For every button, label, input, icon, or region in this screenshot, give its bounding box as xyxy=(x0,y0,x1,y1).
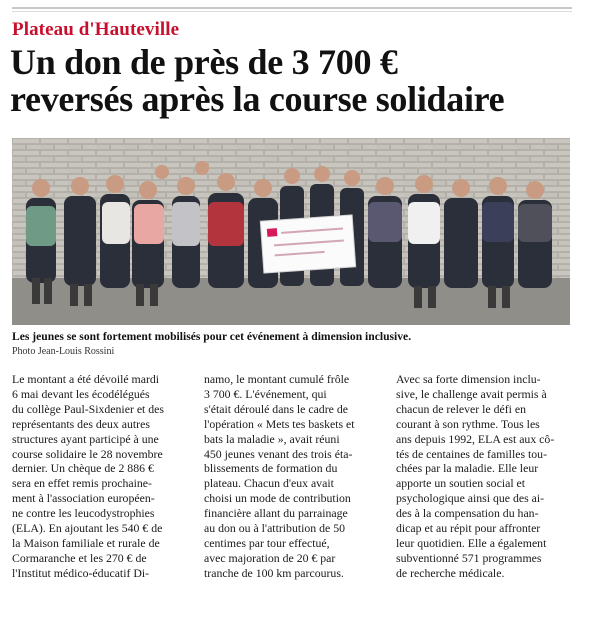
text-line: l'Institut médico-éducatif Di- xyxy=(12,565,150,580)
text-line: centimes par tour effectué, xyxy=(204,535,330,550)
text-line: structures ayant participé à une xyxy=(12,431,159,446)
text-line: dernier. Un chèque de 2 886 € xyxy=(12,461,154,476)
top-rule xyxy=(12,7,572,9)
text-line: financière allant du parrainage xyxy=(204,506,348,521)
article-headline xyxy=(10,44,600,118)
text-line: psychologique ainsi que des ai- xyxy=(396,491,545,506)
text-line: tés de centaines de familles tou- xyxy=(396,446,548,461)
text-line: course solidaire le 28 novembre xyxy=(12,446,163,461)
text-line: 6 mai devant les écodélégués xyxy=(12,386,150,401)
text-line: représentants des deux autres xyxy=(12,416,150,431)
text-line: ans depuis 1992, ELA est aux cô- xyxy=(396,431,555,446)
text-line: bats la maladie », avait réuni xyxy=(204,431,340,446)
group-photo-illustration xyxy=(12,138,570,325)
article-column-3 xyxy=(396,372,578,581)
text-line: chées par la maladie. Elle leur xyxy=(396,461,539,476)
text-line: subventionné 571 programmes xyxy=(396,550,542,565)
text-line: namo, le montant cumulé frôle xyxy=(204,372,350,386)
text-line: chacun de relever le défi en xyxy=(396,401,527,416)
cheque-icon xyxy=(260,215,355,273)
section-kicker: Plateau d'Hauteville xyxy=(12,19,180,40)
text-line: 450 jeunes venant des trois éta- xyxy=(204,446,353,461)
article-column-1 xyxy=(12,372,188,581)
text-line: sera en effet remis prochaine- xyxy=(12,476,152,491)
text-line: courant à son rythme. Tous les xyxy=(396,416,540,431)
text-line: l'opération « Mets tes baskets et xyxy=(204,416,355,431)
text-line: sive, le challenge avait permis à xyxy=(396,386,547,401)
text-line: au don ou à l'attribution de 50 xyxy=(204,521,346,536)
text-line: tranche de 100 km parcourus. xyxy=(204,565,344,580)
text-line: plateau. Chacun d'eux avait xyxy=(204,476,334,491)
text-line: ne contre les leucodystrophies xyxy=(12,506,155,521)
text-line: Le montant a été dévoilé mardi xyxy=(12,372,160,386)
text-line: des à la compensation du han- xyxy=(396,506,539,521)
photo-caption: Les jeunes se sont fortement mobilisés pour cet événement à dimension inclusive. xyxy=(12,330,412,343)
article-photo xyxy=(12,138,570,325)
text-line: la Maison familiale et rurale de xyxy=(12,535,160,550)
text-line: dicap et au répit pour affronter xyxy=(396,521,541,536)
top-rule-secondary xyxy=(12,11,572,12)
text-line: apporte un soutien social et xyxy=(396,476,526,491)
text-line: leur quotidien. Elle a également xyxy=(396,535,547,550)
text-line: ment à l'association européen- xyxy=(12,491,155,506)
text-line: avec majoration de 20 € par xyxy=(204,550,336,565)
text-line: choisi un mode de contribution xyxy=(204,491,351,506)
text-line: (ELA). En ajoutant les 540 € de xyxy=(12,521,163,536)
text-line: du collège Paul-Sixdenier et des xyxy=(12,401,165,416)
headline-line-1: Un don de près de 3 700 € xyxy=(10,42,398,82)
headline-line-2: reversés après la course solidaire xyxy=(10,79,505,119)
text-line: Cormaranche et les 270 € de xyxy=(12,550,147,565)
photo-credit: Photo Jean-Louis Rossini xyxy=(12,346,115,357)
text-line: blissements de formation du xyxy=(204,461,338,476)
article-column-2 xyxy=(204,372,380,581)
text-line: de recherche médicale. xyxy=(396,565,505,580)
text-line: 3 700 €. L'événement, qui xyxy=(204,386,327,401)
text-line: Avec sa forte dimension inclu- xyxy=(396,372,541,386)
text-line: s'était déroulé dans le cadre de xyxy=(204,401,348,416)
